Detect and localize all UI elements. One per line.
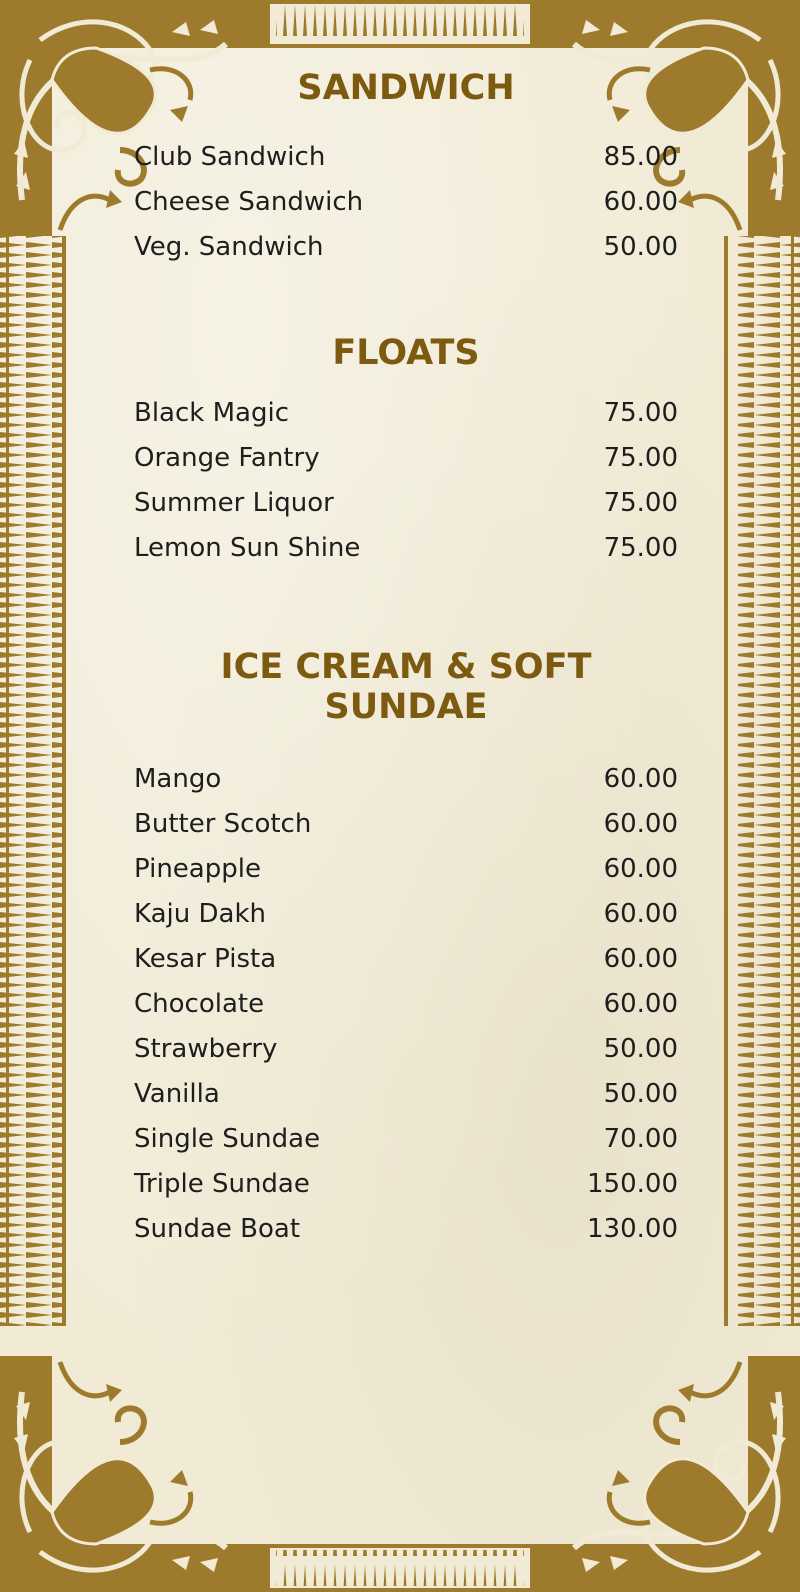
item-name: Vanilla <box>134 1079 220 1109</box>
item-price: 85.00 <box>603 142 678 172</box>
item-name: Summer Liquor <box>134 488 334 518</box>
item-name: Triple Sundae <box>134 1169 310 1199</box>
item-price: 60.00 <box>603 854 678 884</box>
item-price: 50.00 <box>603 232 678 262</box>
section-title-sandwich: SANDWICH <box>297 68 515 108</box>
item-name: Strawberry <box>134 1034 278 1064</box>
item-name: Orange Fantry <box>134 443 320 473</box>
item-price: 150.00 <box>587 1169 678 1199</box>
item-name: Club Sandwich <box>134 142 326 172</box>
item-name: Pineapple <box>134 854 261 884</box>
menu-item <box>134 1164 678 1204</box>
menu-item <box>134 227 678 267</box>
item-name: Sundae Boat <box>134 1214 301 1244</box>
item-price: 50.00 <box>603 1034 678 1064</box>
item-price: 60.00 <box>603 989 678 1019</box>
item-name: Single Sundae <box>134 1124 321 1154</box>
item-name: Butter Scotch <box>134 809 312 839</box>
menu-item <box>134 804 678 844</box>
menu-item <box>134 984 678 1024</box>
menu-item <box>134 939 678 979</box>
menu-item <box>134 438 678 478</box>
item-price: 75.00 <box>603 533 678 563</box>
item-price: 60.00 <box>603 764 678 794</box>
item-price: 60.00 <box>603 809 678 839</box>
item-price: 60.00 <box>603 944 678 974</box>
menu-item <box>134 393 678 433</box>
menu-item <box>134 1209 678 1249</box>
menu-item <box>134 894 678 934</box>
item-name: Black Magic <box>134 398 289 428</box>
menu-item <box>134 182 678 222</box>
section-title-ice-cream: ICE CREAM & SOFT SUNDAE <box>220 647 592 727</box>
item-name: Cheese Sandwich <box>134 187 364 217</box>
menu-item <box>134 1119 678 1159</box>
item-name: Lemon Sun Shine <box>134 533 361 563</box>
item-name: Mango <box>134 764 222 794</box>
item-name: Chocolate <box>134 989 265 1019</box>
item-name: Veg. Sandwich <box>134 232 324 262</box>
menu-item <box>134 759 678 799</box>
item-price: 50.00 <box>603 1079 678 1109</box>
menu-item <box>134 1074 678 1114</box>
item-price: 70.00 <box>603 1124 678 1154</box>
item-price: 60.00 <box>603 899 678 929</box>
item-name: Kesar Pista <box>134 944 277 974</box>
menu-item <box>134 1029 678 1069</box>
item-price: 60.00 <box>603 187 678 217</box>
section-title-floats: FLOATS <box>332 333 480 373</box>
menu-item <box>134 137 678 177</box>
item-name: Kaju Dakh <box>134 899 266 929</box>
menu-item <box>134 528 678 568</box>
item-price: 75.00 <box>603 398 678 428</box>
item-price: 130.00 <box>587 1214 678 1244</box>
item-price: 75.00 <box>603 443 678 473</box>
item-price: 75.00 <box>603 488 678 518</box>
menu-item <box>134 849 678 889</box>
menu-item <box>134 483 678 523</box>
